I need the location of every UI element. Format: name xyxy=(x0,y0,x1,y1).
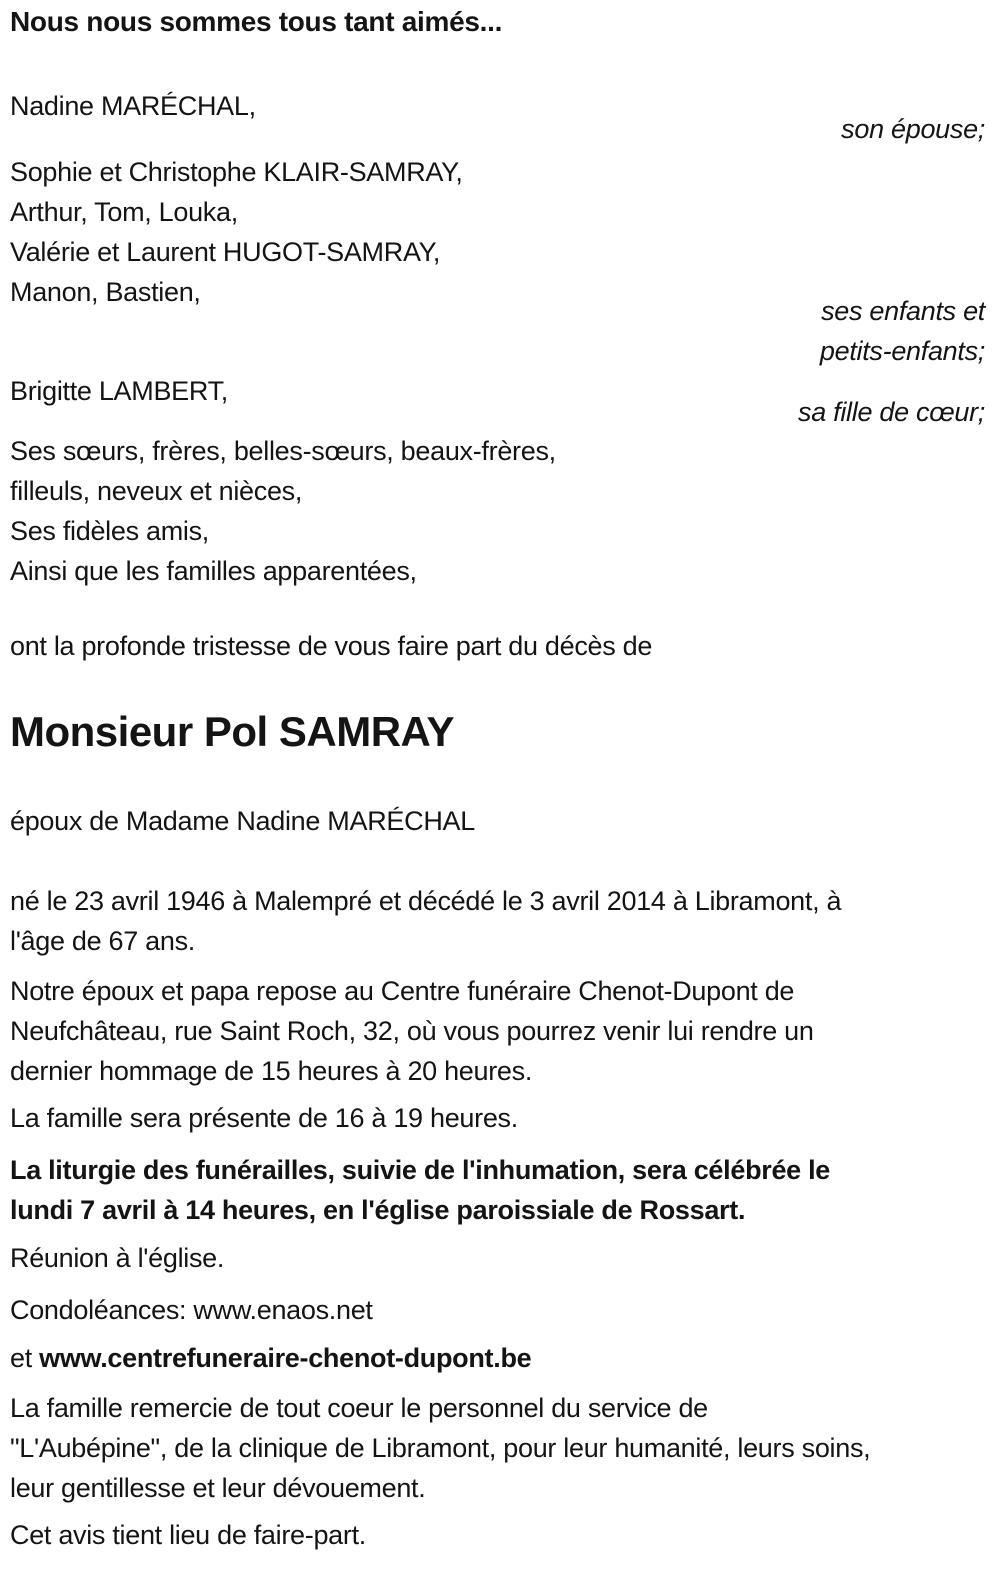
repose-line: Notre époux et papa repose au Centre funéraire Chenot-Dupont de xyxy=(10,976,795,1006)
thanks-line: La famille remercie de tout coeur le personnel du service de xyxy=(10,1393,708,1423)
mourner-name-line: Ses fidèles amis, xyxy=(10,516,209,546)
page-title: Nous nous sommes tous tant aimés... xyxy=(10,6,503,37)
condolences-line: Condoléances: www.enaos.net xyxy=(10,1295,373,1325)
thanks-paragraph xyxy=(10,1388,985,1508)
mourner-name-line: Valérie et Laurent HUGOT-SAMRAY, xyxy=(10,237,441,267)
thanks-line: "L'Aubépine", de la clinique de Libramont, pour leur humanité, leurs soins, xyxy=(10,1433,871,1463)
liturgy-paragraph xyxy=(10,1150,985,1230)
deceased-name: Monsieur Pol SAMRAY xyxy=(10,708,455,755)
birth-death-paragraph xyxy=(10,881,985,961)
thanks-line: leur gentillesse et leur dévouement. xyxy=(10,1473,426,1503)
mourner-name-line: Brigitte LAMBERT, xyxy=(10,376,228,406)
mourner-name-line: Sophie et Christophe KLAIR-SAMRAY, xyxy=(10,157,463,187)
spouse-line: époux de Madame Nadine MARÉCHAL xyxy=(10,806,475,836)
relation-note: petits-enfants; xyxy=(819,336,985,366)
funeral-home-url: www.centrefuneraire-chenot-dupont.be xyxy=(39,1343,532,1373)
liturgy-line: lundi 7 avril à 14 heures, en l'église paroissiale de Rossart. xyxy=(10,1195,746,1225)
mourner-name-line: Nadine MARÉCHAL, xyxy=(10,91,256,121)
repose-line: dernier hommage de 15 heures à 20 heures. xyxy=(10,1056,533,1086)
website-prefix: et xyxy=(10,1343,32,1373)
reunion-line: Réunion à l'église. xyxy=(10,1243,225,1273)
repose-paragraph xyxy=(10,971,985,1091)
announcement-line: ont la profonde tristesse de vous faire part du décès de xyxy=(10,631,653,661)
relation-note: sa fille de cœur; xyxy=(798,397,985,427)
closing-line: Cet avis tient lieu de faire-part. xyxy=(10,1520,366,1550)
liturgy-line: La liturgie des funérailles, suivie de l'inhumation, sera célébrée le xyxy=(10,1155,831,1185)
mourner-name-line: Manon, Bastien, xyxy=(10,277,201,307)
mourner-name-line: Ses sœurs, frères, belles-sœurs, beaux-frères, xyxy=(10,436,556,466)
mourner-name-line: Ainsi que les familles apparentées, xyxy=(10,556,417,586)
mourner-group-children xyxy=(10,152,985,312)
birth-death-line: né le 23 avril 1946 à Malempré et décédé le 3 avril 2014 à Libramont, à xyxy=(10,886,842,916)
relation-note: ses enfants et xyxy=(821,296,985,326)
mourner-group-extended xyxy=(10,431,985,591)
family-presence-line: La famille sera présente de 16 à 19 heures. xyxy=(10,1103,518,1133)
relation-note: son épouse; xyxy=(841,114,985,144)
website-line xyxy=(10,1338,985,1378)
repose-line: Neufchâteau, rue Saint Roch, 32, où vous pourrez venir lui rendre un xyxy=(10,1016,814,1046)
birth-death-line: l'âge de 67 ans. xyxy=(10,926,196,956)
mourner-name-line: filleuls, neveux et nièces, xyxy=(10,476,303,506)
mourner-name-line: Arthur, Tom, Louka, xyxy=(10,197,238,227)
